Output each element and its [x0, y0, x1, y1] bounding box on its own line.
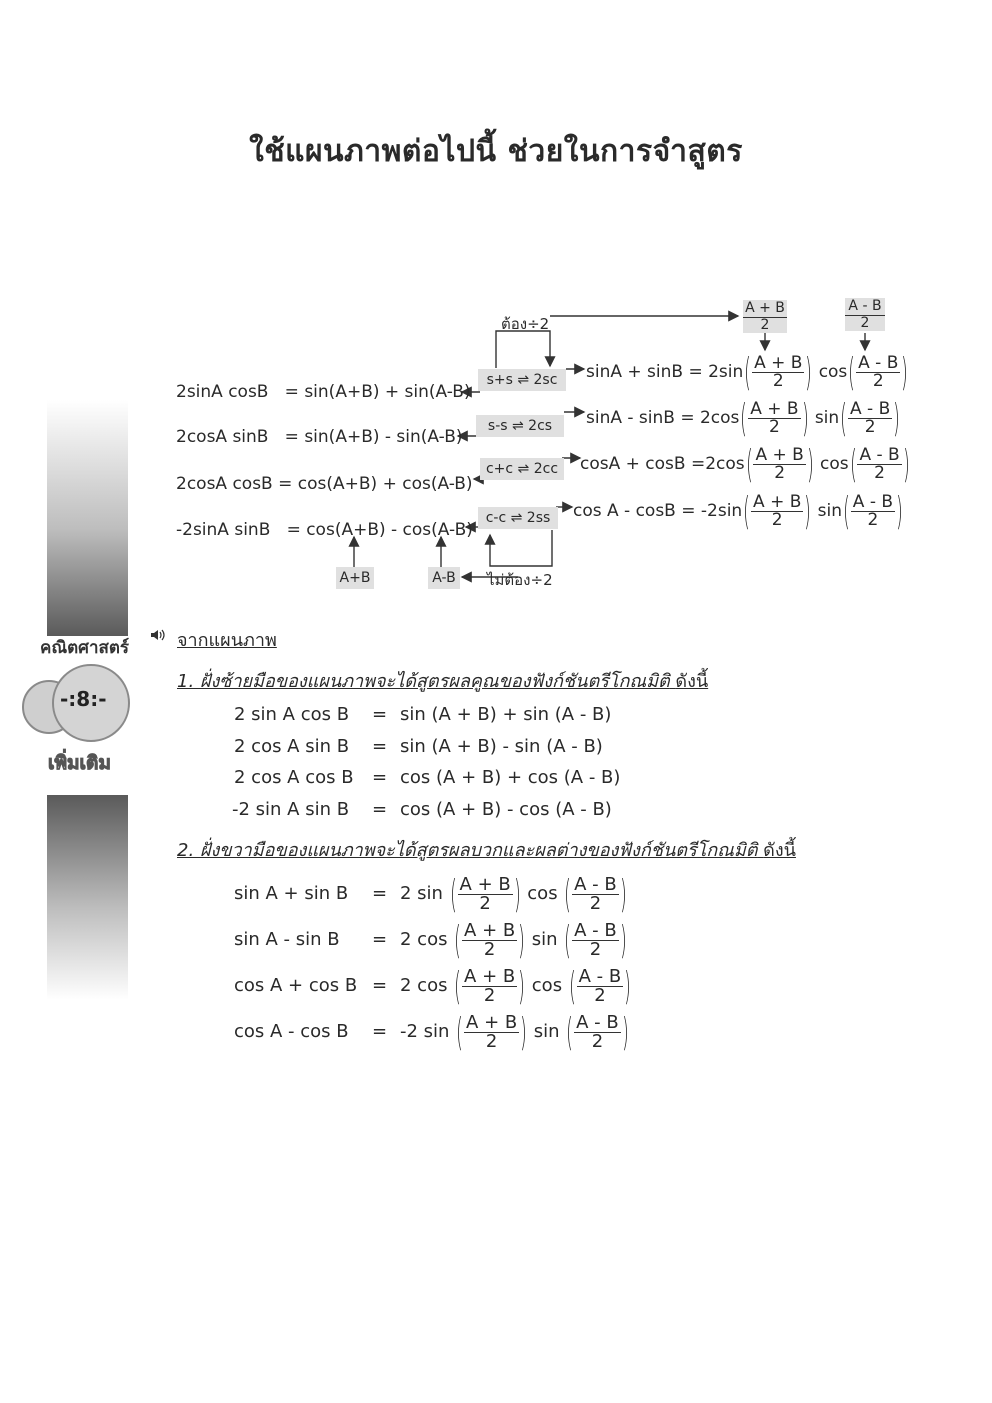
section-heading: จากแผนภาพ: [177, 630, 277, 651]
right-mid: sin: [817, 501, 842, 521]
no-divide-label: ไม่ต้อง÷2: [487, 571, 553, 589]
side-strip-bottom: [47, 795, 128, 1000]
frac-denominator: 2: [479, 892, 491, 914]
frac-numerator: A - B: [850, 398, 891, 419]
right-lhs: cosA + cosB =2cos: [580, 454, 745, 474]
frac-numerator: A + B: [754, 352, 803, 373]
frac-denominator: 2: [867, 509, 879, 530]
frac-numerator: A + B: [743, 300, 787, 318]
frac-denominator: 2: [860, 315, 870, 331]
frac-denominator: 2: [771, 509, 783, 530]
right-lhs: cos A - cosB = -2sin: [573, 501, 743, 521]
point-2-tail: ดังนี้: [763, 840, 796, 861]
page-title: ใช้แผนภาพต่อไปนี้ ช่วยในการจำสูตร: [249, 134, 743, 169]
box-s-minus-s: s-s ⇌ 2cs: [476, 415, 564, 437]
aplusb-label: A+B: [336, 567, 374, 589]
right-mid: cos: [820, 454, 849, 474]
frac-numerator: A + B: [750, 398, 799, 419]
equals-sign: =: [372, 799, 388, 820]
product-lhs-1: 2 sin A cos B: [234, 704, 350, 725]
frac-numerator: A - B: [845, 298, 885, 316]
sum-f1: -2 sin: [400, 1021, 450, 1042]
frac-numerator: A + B: [464, 965, 516, 987]
equals-sign: =: [372, 883, 388, 904]
product-rhs-1: sin (A + B) + sin (A - B): [400, 704, 612, 725]
sum-formula-4: cos A - cos B = -2 sin ( $\frac{A + B}{2}$ ) sin ( $\frac{A - B}{2}$ ): [234, 1010, 629, 1054]
box-s-plus-s: s+s ⇌ 2sc: [478, 369, 566, 391]
frac-denominator: 2: [874, 462, 885, 483]
right-lhs: sinA + sinB = 2sin: [586, 362, 744, 382]
sum-lhs: sin A - sin B: [234, 929, 340, 950]
sum-formula-2: sin A - sin B = 2 cos ( $\frac{A + B}{2}$ ) sin ( $\frac{A - B}{2}$ ): [234, 918, 627, 962]
right-formula-2: sinA - sinB = 2cos( $\frac{A + B}{2}$ ) sin( $\frac{A - B}{2}$ ): [586, 396, 901, 440]
frac-numerator: A + B: [755, 444, 804, 465]
frac-numerator: A - B: [578, 965, 622, 987]
frac-numerator: A + B: [459, 873, 511, 895]
frac-denominator: 2: [774, 462, 786, 483]
sum-f1: 2 sin: [400, 883, 443, 904]
frac-numerator: A - B: [858, 352, 899, 373]
frac-numerator: A + B: [466, 1011, 518, 1033]
right-formula-4: cos A - cosB = -2sin( $\frac{A + B}{2}$ ) sin( $\frac{A - B}{2}$ ): [573, 489, 903, 533]
frac-numerator: A + B: [464, 919, 516, 941]
sum-formula-1: sin A + sin B = 2 sin ( $\frac{A + B}{2}$ ) cos ( $\frac{A - B}{2}$ ): [234, 872, 627, 916]
frac-denominator: 2: [589, 892, 602, 914]
equals-sign: =: [372, 975, 388, 996]
sum-f2: sin: [533, 1021, 560, 1042]
left-formula-2: 2cosA sinB = sin(A+B) - sin(A-B): [176, 427, 463, 447]
frac-numerator: A - B: [574, 873, 617, 895]
sum-f2: cos: [527, 883, 558, 904]
frac-denominator: 2: [483, 938, 496, 960]
product-lhs-2: 2 cos A sin B: [234, 736, 350, 757]
right-mid: cos: [818, 362, 848, 382]
equals-sign: =: [372, 736, 388, 757]
frac-denominator: 2: [589, 938, 602, 960]
sum-f1: 2 cos: [400, 975, 448, 996]
product-rhs-2: sin (A + B) - sin (A - B): [400, 736, 603, 757]
sum-lhs: cos A - cos B: [234, 1021, 349, 1042]
frac-denominator: 2: [485, 1030, 498, 1052]
equals-sign: =: [372, 704, 388, 725]
product-lhs-3: 2 cos A cos B: [234, 767, 354, 788]
point-1-tail: ดังนี้: [675, 671, 709, 692]
frac-denominator: 2: [772, 370, 784, 391]
speaker-icon: [150, 628, 166, 646]
left-formula-3: 2cosA cosB = cos(A+B) + cos(A-B): [176, 474, 473, 494]
right-formula-1: sinA + sinB = 2sin( $\frac{A + B}{2}$ ) cos( $\frac{A - B}{2}$ ): [586, 350, 909, 394]
subject-label: คณิตศาสตร์: [40, 638, 130, 658]
sum-f1: 2 cos: [400, 929, 448, 950]
frac-numerator: A - B: [859, 444, 900, 465]
product-rhs-4: cos (A + B) - cos (A - B): [400, 799, 612, 820]
volume-label: ม.5 เล่ม 1: [50, 776, 131, 796]
top-frac-a-minus-b: [845, 298, 885, 331]
frac-denominator: 2: [769, 416, 780, 437]
product-lhs-4: -2 sin A sin B: [232, 799, 350, 820]
frac-denominator: 2: [760, 317, 770, 333]
product-rhs-3: cos (A + B) + cos (A - B): [400, 767, 621, 788]
frac-denominator: 2: [864, 416, 876, 437]
sum-f2: sin: [531, 929, 558, 950]
equals-sign: =: [372, 1021, 388, 1042]
top-frac-a-plus-b: [743, 300, 787, 333]
right-formula-3: cosA + cosB =2cos( $\frac{A + B}{2}$ ) cos( $\frac{A - B}{2}$ ): [580, 442, 910, 486]
aminusb-label: A-B: [428, 567, 460, 589]
point-1-text: 1. ฝั่งซ้ายมือของแผนภาพจะได้สูตรผลคูณของฟังก์ชันตรีโกณมิติ: [177, 671, 670, 692]
right-mid: sin: [814, 408, 840, 428]
frac-denominator: 2: [591, 1030, 604, 1052]
equals-sign: =: [372, 929, 388, 950]
equals-sign: =: [372, 767, 388, 788]
point-2: [177, 835, 796, 864]
frac-numerator: A + B: [753, 491, 802, 512]
box-c-plus-c: c+c ⇌ 2cc: [480, 458, 564, 480]
frac-numerator: A - B: [576, 1011, 619, 1033]
frac-numerator: A - B: [574, 919, 617, 941]
book-extra-label: เพิ่มเติม: [48, 752, 111, 774]
frac-denominator: 2: [594, 984, 606, 1006]
sum-f2: cos: [531, 975, 563, 996]
must-divide-label: ต้อง÷2: [501, 315, 550, 333]
sum-formula-3: cos A + cos B = 2 cos ( $\frac{A + B}{2}$ ) cos ( $\frac{A - B}{2}$ ): [234, 964, 632, 1008]
point-1: [177, 666, 708, 695]
frac-denominator: 2: [872, 370, 884, 391]
right-lhs: sinA - sinB = 2cos: [586, 408, 740, 428]
frac-numerator: A - B: [852, 491, 894, 512]
page-number: -:8:-: [60, 687, 107, 711]
point-2-text: 2. ฝั่งขวามือของแผนภาพจะได้สูตรผลบวกและผลต่างของฟังก์ชันตรีโกณมิติ: [177, 840, 758, 861]
left-formula-4: -2sinA sinB = cos(A+B) - cos(A-B): [176, 520, 473, 540]
sum-lhs: cos A + cos B: [234, 975, 358, 996]
left-formula-1: 2sinA cosB = sin(A+B) + sin(A-B): [176, 382, 471, 402]
box-c-minus-c: c-c ⇌ 2ss: [478, 507, 558, 529]
frac-denominator: 2: [483, 984, 496, 1006]
sum-lhs: sin A + sin B: [234, 883, 349, 904]
